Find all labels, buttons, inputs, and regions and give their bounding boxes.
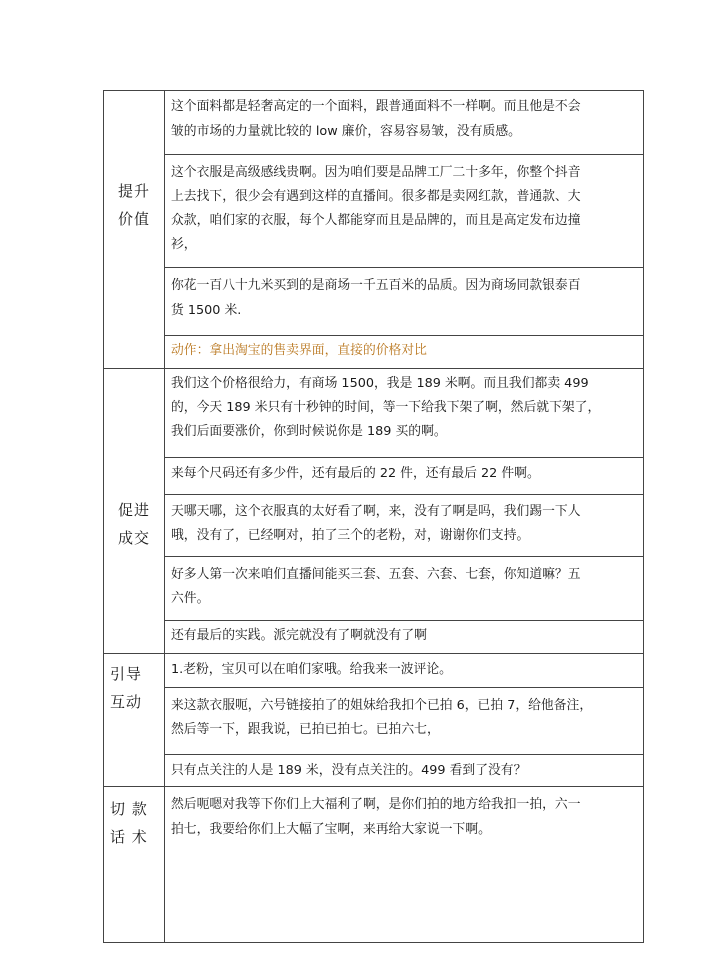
content-cell [165, 369, 644, 458]
content-cell [165, 557, 644, 621]
text-line: 好多人第一次来咱们直播间能买三套、五套、六套、七套，你知道嘛？五 [171, 567, 581, 582]
action-note: 动作：拿出淘宝的售卖界面，直接的价格对比 [171, 343, 427, 358]
content-cell [165, 621, 644, 654]
table-row [104, 458, 644, 495]
content-cell [165, 336, 644, 369]
section-label: 切 款 话 术 [110, 800, 148, 846]
text-line: 然后呃嗯对我等下你们上大福利了啊，是你们拍的地方给我扣一拍，六一 [171, 797, 581, 812]
section-label-cell [104, 787, 165, 943]
section-label: 引导 互动 [110, 665, 143, 711]
text-line: 哦，没有了，已经啊对，拍了三个的老粉，对，谢谢你们支持。 [171, 528, 530, 543]
content-cell [165, 268, 644, 336]
text-line: 的，今天 189 米只有十秒钟的时间，等一下给我下架了啊，然后就下架了， [171, 400, 601, 415]
section-label-cell [104, 369, 165, 654]
text-line: 六件。 [171, 591, 210, 606]
table-row [104, 787, 644, 943]
text-line: 我们这个价格很给力，有商场 1500，我是 189 米啊。而且我们都卖 499 [171, 376, 589, 391]
content-cell [165, 458, 644, 495]
text-line: 众款，咱们家的衣服，每个人都能穿而且是品牌的，而且是高定发布边撞 [171, 213, 581, 228]
text-line: 货 1500 米. [171, 303, 242, 318]
table-row [104, 369, 644, 458]
content-cell [165, 654, 644, 688]
table-row [104, 654, 644, 688]
content-cell [165, 155, 644, 268]
text-line: 皱的市场的力量就比较的 low 廉价，容易容易皱，没有质感。 [171, 124, 521, 139]
table-row [104, 557, 644, 621]
section-label: 提升 价值 [118, 182, 151, 228]
text-line: 这个衣服是高级感线贵啊。因为咱们要是品牌工厂二十多年，你整个抖音 [171, 165, 581, 180]
table-row [104, 155, 644, 268]
text-line: 来每个尺码还有多少件，还有最后的 22 件，还有最后 22 件啊。 [171, 466, 540, 481]
content-cell [165, 787, 644, 943]
text-line: 然后等一下，跟我说，已拍已拍七。已拍六七， [171, 722, 440, 737]
table-row [104, 755, 644, 787]
content-cell [165, 91, 644, 155]
table-row [104, 621, 644, 654]
content-cell [165, 495, 644, 557]
content-cell [165, 755, 644, 787]
text-line: 我们后面要涨价，你到时候说你是 189 买的啊。 [171, 424, 447, 439]
content-cell [165, 688, 644, 755]
table-row [104, 268, 644, 336]
text-line: 天哪天哪，这个衣服真的太好看了啊，来，没有了啊是吗，我们踢一下人 [171, 504, 581, 519]
text-line: 这个面料都是轻奢高定的一个面料，跟普通面料不一样啊。而且他是不会 [171, 99, 581, 114]
text-line: 衫， [171, 237, 197, 252]
text-line: 来这款衣服呃，六号链接拍了的姐妹给我扣个已拍 6，已拍 7，给他备注， [171, 698, 593, 713]
text-line: 只有点关注的人是 189 米，没有点关注的。499 看到了没有？ [171, 763, 527, 778]
table-row [104, 688, 644, 755]
section-label: 促进 成交 [118, 501, 151, 547]
text-line: 上去找下，很少会有遇到这样的直播间。很多都是卖网红款，普通款、大 [171, 189, 581, 204]
table-row [104, 495, 644, 557]
table-row [104, 91, 644, 155]
text-line: 你花一百八十九米买到的是商场一千五百米的品质。因为商场同款银泰百 [171, 278, 581, 293]
text-line: 1.老粉，宝贝可以在咱们家哦。给我来一波评论。 [171, 662, 452, 677]
text-line: 拍七，我要给你们上大幅了宝啊，来再给大家说一下啊。 [171, 822, 491, 837]
text-line: 还有最后的实践。派完就没有了啊就没有了啊 [171, 628, 427, 643]
script-table [103, 90, 644, 943]
table-row [104, 336, 644, 369]
section-label-cell [104, 654, 165, 787]
section-label-cell [104, 91, 165, 369]
